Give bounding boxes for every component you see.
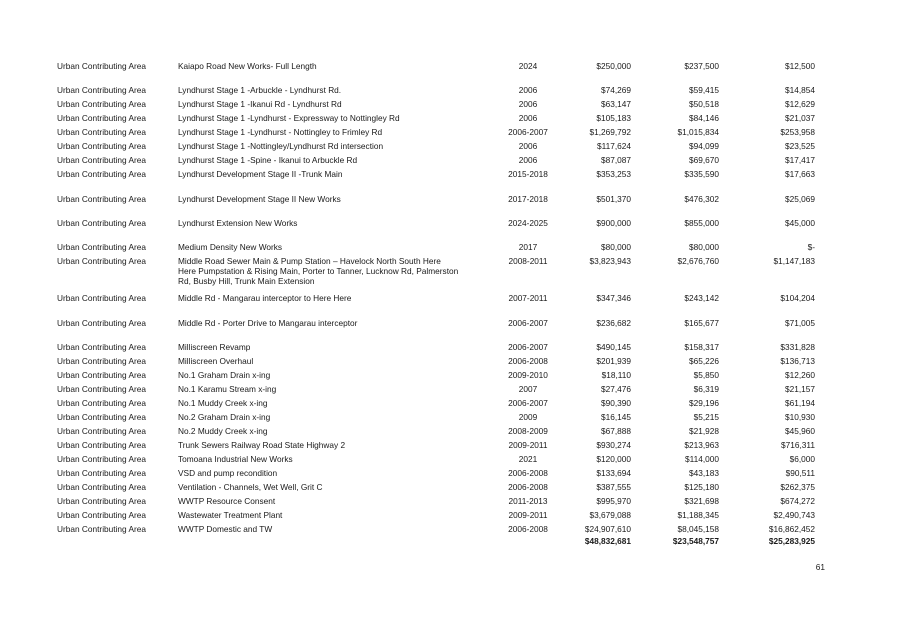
- project-description-line: No.1 Karamu Stream x-ing: [178, 384, 277, 394]
- growth-share-cell: $1,188,345: [677, 510, 719, 520]
- table-row: [0, 156, 902, 168]
- total-cost-cell: $347,346: [596, 293, 631, 303]
- contributing-area-cell: Urban Contributing Area: [57, 113, 147, 123]
- year-cell: 2006-2008: [508, 468, 548, 478]
- year-cell: 2009-2011: [508, 440, 548, 450]
- contributing-area-cell: Urban Contributing Area: [57, 169, 147, 179]
- other-share-cell: $45,000: [785, 218, 815, 228]
- other-share-cell: $674,272: [780, 496, 815, 506]
- table-row: [0, 114, 902, 126]
- other-share-cell: $6,000: [789, 454, 815, 464]
- totals-total-cost: $48,832,681: [584, 536, 631, 546]
- year-cell: 2006-2007: [508, 127, 548, 137]
- total-cost-cell: $201,939: [596, 356, 631, 366]
- project-description-cell: [178, 170, 483, 180]
- year-cell: 2006-2008: [508, 356, 548, 366]
- growth-share-cell: $80,000: [689, 242, 719, 252]
- project-description-cell: [178, 219, 483, 229]
- table-row: [0, 219, 902, 231]
- growth-share-cell: $84,146: [689, 113, 719, 123]
- table-row: [0, 100, 902, 112]
- table-row: [0, 385, 902, 397]
- table-row: [0, 319, 902, 331]
- growth-share-cell: $65,226: [689, 356, 719, 366]
- year-cell: 2006-2008: [508, 524, 548, 534]
- other-share-cell: $12,260: [785, 370, 815, 380]
- project-description-line: Milliscreen Revamp: [178, 342, 251, 352]
- year-cell: 2006: [518, 113, 538, 123]
- year-cell: 2007-2011: [508, 293, 548, 303]
- other-share-cell: $12,629: [785, 99, 815, 109]
- contributing-area-cell: Urban Contributing Area: [57, 293, 147, 303]
- other-share-cell: $17,663: [785, 169, 815, 179]
- total-cost-cell: $3,679,088: [589, 510, 631, 520]
- total-cost-cell: $87,087: [601, 155, 631, 165]
- table-row: [0, 511, 902, 523]
- other-share-cell: $253,958: [780, 127, 815, 137]
- total-cost-cell: $250,000: [596, 61, 631, 71]
- table-row: [0, 86, 902, 98]
- table-row: [0, 142, 902, 154]
- growth-share-cell: $125,180: [684, 482, 719, 492]
- table-row: [0, 469, 902, 481]
- other-share-cell: $90,511: [785, 468, 815, 478]
- table-row: [0, 294, 902, 306]
- total-cost-cell: $3,823,943: [589, 256, 631, 266]
- growth-share-cell: $476,302: [684, 194, 719, 204]
- other-share-cell: $71,005: [785, 318, 815, 328]
- table-row: [0, 62, 902, 74]
- other-share-cell: $2,490,743: [773, 510, 815, 520]
- project-description-cell: [178, 243, 483, 253]
- table-row: [0, 525, 902, 537]
- project-description-line: Ventilation - Channels, Wet Well, Grit C: [178, 482, 323, 492]
- year-cell: 2011-2013: [508, 496, 548, 506]
- project-description-cell: [178, 195, 483, 205]
- table-row: [0, 243, 902, 255]
- year-cell: 2009-2010: [508, 370, 548, 380]
- contributing-area-cell: Urban Contributing Area: [57, 482, 147, 492]
- table-row: [0, 256, 902, 286]
- other-share-cell: $716,311: [781, 440, 815, 450]
- growth-share-cell: $2,676,760: [677, 256, 719, 266]
- contributing-area-cell: Urban Contributing Area: [57, 218, 147, 228]
- table-row: [0, 497, 902, 509]
- project-description-cell: [178, 62, 483, 72]
- year-cell: 2009: [518, 412, 538, 422]
- total-cost-cell: $90,390: [601, 398, 631, 408]
- other-share-cell: $10,930: [785, 412, 815, 422]
- project-description-cell: [178, 371, 483, 381]
- year-cell: 2006-2007: [508, 398, 548, 408]
- contributing-area-cell: Urban Contributing Area: [57, 141, 147, 151]
- project-description-cell: [178, 257, 483, 287]
- table-row: [0, 441, 902, 453]
- project-description-line: Here Pumpstation & Rising Main, Porter to Tanner, Lucknow Rd, Palmerston: [178, 265, 459, 276]
- year-cell: 2006: [518, 155, 538, 165]
- total-cost-cell: $387,555: [596, 482, 631, 492]
- totals-row: [0, 537, 902, 549]
- project-description-cell: [178, 343, 483, 353]
- growth-share-cell: $43,183: [689, 468, 719, 478]
- contributing-area-cell: Urban Contributing Area: [57, 510, 147, 520]
- other-share-cell: $136,713: [780, 356, 815, 366]
- contributing-area-cell: Urban Contributing Area: [57, 426, 147, 436]
- year-cell: 2017-2018: [508, 194, 548, 204]
- growth-share-cell: $69,670: [689, 155, 719, 165]
- growth-share-cell: $114,000: [685, 454, 719, 464]
- contributing-area-cell: Urban Contributing Area: [57, 194, 147, 204]
- growth-share-cell: $237,500: [684, 61, 719, 71]
- growth-share-cell: $165,677: [684, 318, 719, 328]
- project-description-line: Trunk Sewers Railway Road State Highway 2: [178, 440, 346, 450]
- total-cost-cell: $27,476: [601, 384, 631, 394]
- project-description-line: Lyndhurst Stage 1 -Spine - Ikanui to Arbuckle Rd: [178, 155, 358, 165]
- total-cost-cell: $80,000: [601, 242, 631, 252]
- project-description-cell: [178, 357, 483, 367]
- project-description-line: No.1 Graham Drain x-ing: [178, 370, 271, 380]
- project-description-line: Lyndhurst Stage 1 -Nottingley/Lyndhurst Rd intersection: [178, 141, 384, 151]
- other-share-cell: $21,157: [785, 384, 815, 394]
- total-cost-cell: $236,682: [596, 318, 631, 328]
- project-description-cell: [178, 385, 483, 395]
- contributing-area-cell: Urban Contributing Area: [57, 412, 147, 422]
- project-description-line: WWTP Resource Consent: [178, 496, 276, 506]
- project-description-line: Kaiapo Road New Works- Full Length: [178, 61, 317, 71]
- year-cell: 2024: [518, 61, 538, 71]
- project-description-line: Lyndhurst Stage 1 -Lyndhurst - Nottingley to Frimley Rd: [178, 127, 383, 137]
- other-share-cell: $21,037: [785, 113, 815, 123]
- project-description-line: WWTP Domestic and TW: [178, 524, 273, 534]
- project-description-line: Medium Density New Works: [178, 242, 283, 252]
- project-description-line: VSD and pump recondition: [178, 468, 278, 478]
- year-cell: 2024-2025: [508, 218, 548, 228]
- table-row: [0, 427, 902, 439]
- project-description-line: Milliscreen Overhaul: [178, 356, 254, 366]
- growth-share-cell: $5,850: [693, 370, 719, 380]
- project-description-cell: [178, 128, 483, 138]
- total-cost-cell: $490,145: [596, 342, 631, 352]
- project-description-line: Middle Rd - Mangarau interceptor to Here Here: [178, 293, 352, 303]
- contributing-area-cell: Urban Contributing Area: [57, 496, 147, 506]
- other-share-cell: $23,525: [785, 141, 815, 151]
- total-cost-cell: $105,183: [596, 113, 631, 123]
- project-description-line: Wastewater Treatment Plant: [178, 510, 283, 520]
- table-row: [0, 455, 902, 467]
- project-description-line: Middle Rd - Porter Drive to Mangarau interceptor: [178, 318, 358, 328]
- growth-share-cell: $158,317: [684, 342, 719, 352]
- project-description-line: No.2 Graham Drain x-ing: [178, 412, 271, 422]
- growth-share-cell: $213,963: [684, 440, 719, 450]
- growth-share-cell: $321,698: [684, 496, 719, 506]
- project-description-cell: [178, 399, 483, 409]
- total-cost-cell: $67,888: [601, 426, 631, 436]
- total-cost-cell: $353,253: [596, 169, 631, 179]
- project-description-cell: [178, 294, 483, 304]
- project-description-line: No.2 Muddy Creek x-ing: [178, 426, 268, 436]
- contributing-area-cell: Urban Contributing Area: [57, 242, 147, 252]
- project-description-line: Lyndhurst Extension New Works: [178, 218, 298, 228]
- totals-other-share: $25,283,925: [768, 536, 815, 546]
- project-description-line: Rd, Busby Hill, Trunk Main Extension: [178, 275, 315, 286]
- page-number: 61: [815, 562, 825, 572]
- table-row: [0, 170, 902, 182]
- total-cost-cell: $501,370: [596, 194, 631, 204]
- total-cost-cell: $1,269,792: [589, 127, 631, 137]
- contributing-area-cell: Urban Contributing Area: [57, 398, 147, 408]
- project-description-cell: [178, 156, 483, 166]
- year-cell: 2008-2009: [508, 426, 548, 436]
- table-row: [0, 343, 902, 355]
- project-description-cell: [178, 142, 483, 152]
- totals-growth-share: $23,548,757: [672, 536, 719, 546]
- project-description-line: No.1 Muddy Creek x-ing: [178, 398, 268, 408]
- project-description-cell: [178, 441, 483, 451]
- contributing-area-cell: Urban Contributing Area: [57, 99, 147, 109]
- year-cell: 2008-2011: [508, 256, 548, 266]
- other-share-cell: $14,854: [785, 85, 815, 95]
- project-description-cell: [178, 525, 483, 535]
- project-description-cell: [178, 319, 483, 329]
- total-cost-cell: $120,000: [596, 454, 631, 464]
- project-description-cell: [178, 469, 483, 479]
- year-cell: 2006: [518, 99, 538, 109]
- other-share-cell: $262,375: [780, 482, 815, 492]
- project-description-cell: [178, 511, 483, 521]
- contributing-area-cell: Urban Contributing Area: [57, 356, 147, 366]
- table-row: [0, 413, 902, 425]
- project-description-line: Tomoana Industrial New Works: [178, 454, 293, 464]
- contributing-area-cell: Urban Contributing Area: [57, 85, 147, 95]
- total-cost-cell: $930,274: [596, 440, 631, 450]
- contributing-area-cell: Urban Contributing Area: [57, 524, 147, 534]
- project-description-cell: [178, 114, 483, 124]
- year-cell: 2007: [518, 384, 538, 394]
- table-row: [0, 483, 902, 495]
- total-cost-cell: $18,110: [601, 370, 631, 380]
- project-description-cell: [178, 483, 483, 493]
- growth-share-cell: $94,099: [689, 141, 719, 151]
- contributing-area-cell: Urban Contributing Area: [57, 384, 147, 394]
- other-share-cell: $12,500: [785, 61, 815, 71]
- total-cost-cell: $117,624: [597, 141, 631, 151]
- table-row: [0, 195, 902, 207]
- contributing-area-cell: Urban Contributing Area: [57, 318, 147, 328]
- year-cell: 2009-2011: [508, 510, 548, 520]
- project-description-cell: [178, 427, 483, 437]
- project-description-cell: [178, 86, 483, 96]
- growth-share-cell: $855,000: [684, 218, 719, 228]
- project-description-cell: [178, 497, 483, 507]
- total-cost-cell: $63,147: [601, 99, 631, 109]
- year-cell: 2015-2018: [508, 169, 548, 179]
- project-description-cell: [178, 100, 483, 110]
- other-share-cell: $331,828: [780, 342, 815, 352]
- year-cell: 2006-2007: [508, 342, 548, 352]
- year-cell: 2006: [518, 141, 538, 151]
- other-share-cell: $25,069: [785, 194, 815, 204]
- other-share-cell: $61,194: [785, 398, 815, 408]
- table-row: [0, 371, 902, 383]
- total-cost-cell: $995,970: [596, 496, 631, 506]
- other-share-cell: $-: [807, 242, 815, 252]
- growth-share-cell: $59,415: [689, 85, 719, 95]
- year-cell: 2006: [518, 85, 538, 95]
- growth-share-cell: $243,142: [684, 293, 719, 303]
- other-share-cell: $1,147,183: [773, 256, 815, 266]
- growth-share-cell: $6,319: [693, 384, 719, 394]
- other-share-cell: $45,960: [785, 426, 815, 436]
- contributing-area-cell: Urban Contributing Area: [57, 155, 147, 165]
- contributing-area-cell: Urban Contributing Area: [57, 440, 147, 450]
- contributing-area-cell: Urban Contributing Area: [57, 61, 147, 71]
- contributing-area-cell: Urban Contributing Area: [57, 454, 147, 464]
- growth-share-cell: $8,045,158: [677, 524, 719, 534]
- other-share-cell: $16,862,452: [768, 524, 815, 534]
- contributing-area-cell: Urban Contributing Area: [57, 256, 147, 266]
- project-description-line: Lyndhurst Stage 1 -Ikanui Rd - Lyndhurst Rd: [178, 99, 342, 109]
- project-description-line: Lyndhurst Stage 1 -Arbuckle - Lyndhurst Rd.: [178, 85, 342, 95]
- contributing-area-cell: Urban Contributing Area: [57, 468, 147, 478]
- project-description-line: Lyndhurst Stage 1 -Lyndhurst - Expressway to Nottingley Rd: [178, 113, 400, 123]
- growth-share-cell: $335,590: [684, 169, 719, 179]
- year-cell: 2021: [518, 454, 538, 464]
- growth-share-cell: $1,015,834: [677, 127, 719, 137]
- year-cell: 2017: [518, 242, 538, 252]
- total-cost-cell: $16,145: [601, 412, 631, 422]
- project-description-line: Lyndhurst Development Stage II -Trunk Main: [178, 169, 343, 179]
- project-description-cell: [178, 413, 483, 423]
- project-description-line: Middle Road Sewer Main & Pump Station – Havelock North South Here: [178, 256, 441, 266]
- other-share-cell: $17,417: [785, 155, 815, 165]
- total-cost-cell: $74,269: [601, 85, 631, 95]
- growth-share-cell: $21,928: [689, 426, 719, 436]
- year-cell: 2006-2008: [508, 482, 548, 492]
- contributing-area-cell: Urban Contributing Area: [57, 127, 147, 137]
- other-share-cell: $104,204: [780, 293, 815, 303]
- project-description-line: Lyndhurst Development Stage II New Works: [178, 194, 341, 204]
- contributing-area-cell: Urban Contributing Area: [57, 370, 147, 380]
- growth-share-cell: $50,518: [689, 99, 719, 109]
- total-cost-cell: $133,694: [596, 468, 631, 478]
- growth-share-cell: $5,215: [693, 412, 719, 422]
- table-row: [0, 357, 902, 369]
- total-cost-cell: $900,000: [596, 218, 631, 228]
- total-cost-cell: $24,907,610: [584, 524, 631, 534]
- year-cell: 2006-2007: [508, 318, 548, 328]
- project-description-cell: [178, 455, 483, 465]
- contributing-area-cell: Urban Contributing Area: [57, 342, 147, 352]
- table-row: [0, 128, 902, 140]
- growth-share-cell: $29,196: [689, 398, 719, 408]
- table-row: [0, 399, 902, 411]
